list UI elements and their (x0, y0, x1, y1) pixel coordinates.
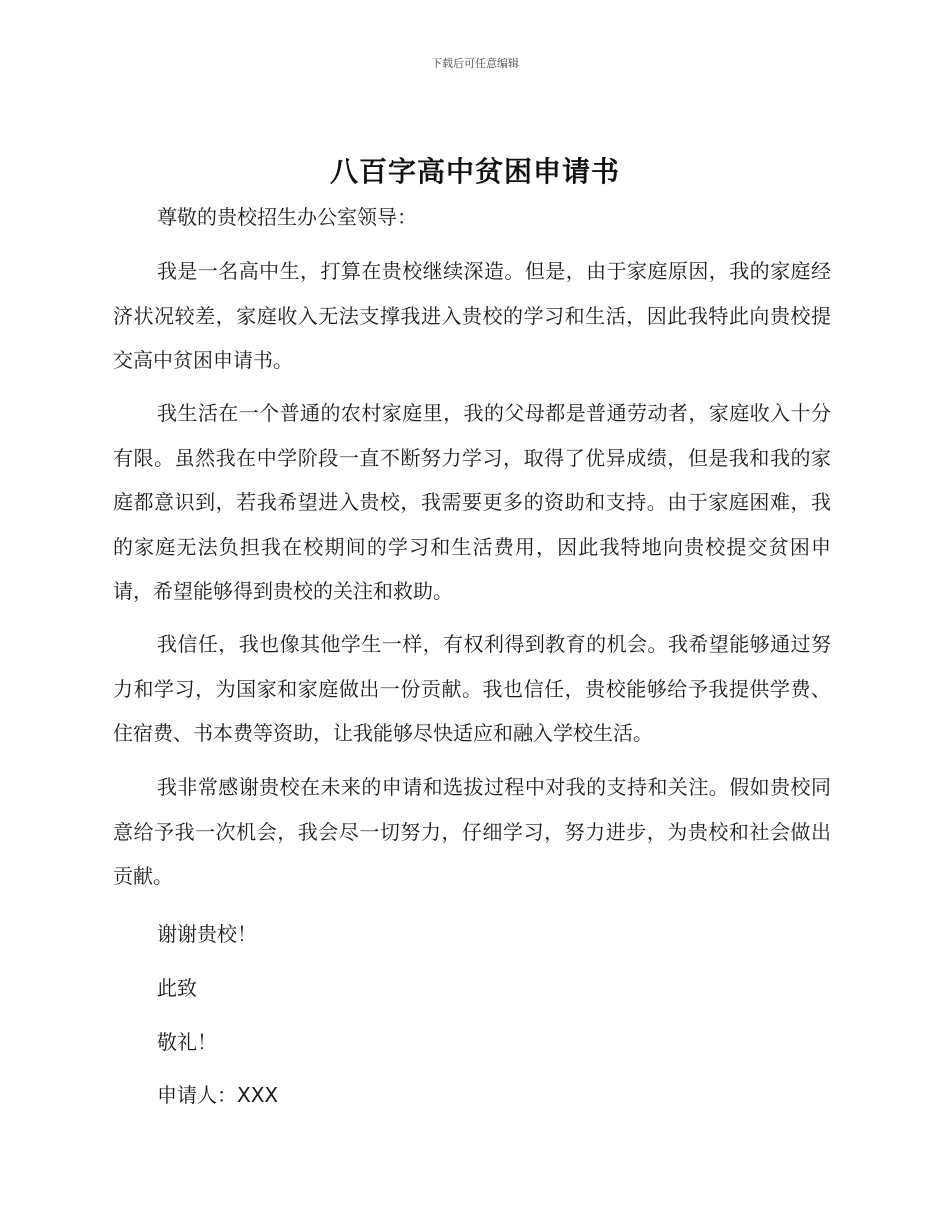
paragraph-2: 我生活在一个普通的农村家庭里，我的父母都是普通劳动者，家庭收入十分有限。虽然我在中学阶段一直不断努力学习，取得了优异成绩，但是我和我的家庭都意识到，若我希望进入贵校，我需要更多的资助和支持。由于家庭困难，我的家庭无法负担我在校期间的学习和生活费用，因此我特地向贵校提交贫困申请，希望能够得到贵校的关注和救助。 (113, 401, 831, 603)
header-note: 下载后可任意编辑 (431, 57, 519, 70)
salutation: 尊敬的贵校招生办公室领导： (157, 205, 417, 229)
paragraph-4: 我非常感谢贵校在未来的申请和选拔过程中对我的支持和关注。假如贵校同意给予我一次机会，我会尽一切努力，仔细学习，努力进步，为贵校和社会做出贡献。 (113, 775, 831, 888)
closing-cizhi: 此致 (157, 976, 197, 1000)
paragraph-3: 我信任，我也像其他学生一样，有权利得到教育的机会。我希望能够通过努力和学习，为国家和家庭做出一份贡献。我也信任，贵校能够给予我提供学费、住宿费、书本费等资助，让我能够尽快适应和融入学校生活。 (113, 632, 831, 745)
applicant-signature: 申请人：XXX (157, 1083, 279, 1107)
document-title: 八百字高中贫困申请书 (329, 155, 620, 188)
closing-thanks: 谢谢贵校！ (157, 922, 257, 946)
paragraph-1: 我是一名高中生，打算在贵校继续深造。但是，由于家庭原因，我的家庭经济状况较差，家庭收入无法支撑我进入贵校的学习和生活，因此我特此向贵校提交高中贫困申请书。 (113, 259, 831, 372)
closing-jingli: 敬礼！ (157, 1030, 217, 1054)
